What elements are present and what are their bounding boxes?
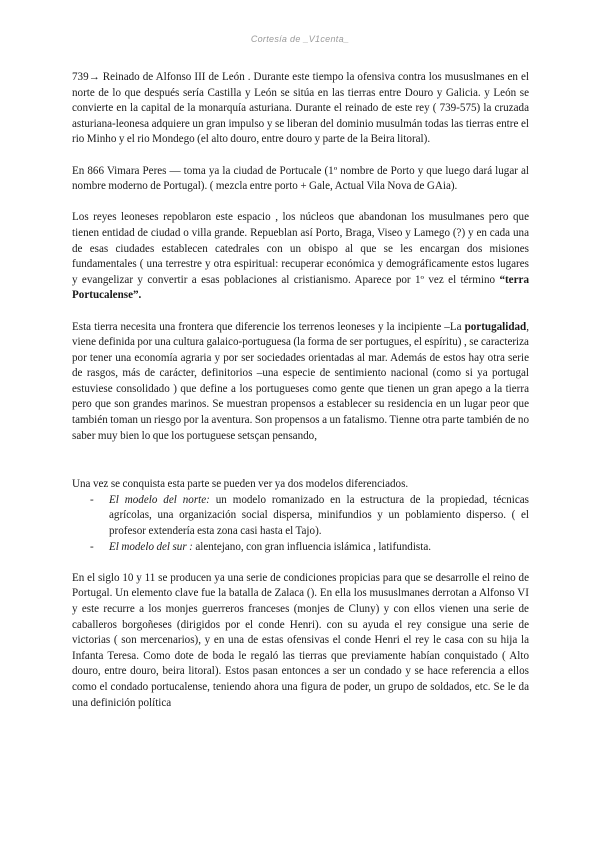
term-portugalidad: portugalidad bbox=[464, 320, 527, 333]
modelo-norte-label: El modelo del norte: bbox=[109, 493, 210, 506]
list-item-modelo-norte bbox=[72, 493, 529, 540]
page-header: Cortesía de _V1centa_ bbox=[250, 34, 350, 44]
paragraph-portugalidad-intro: Esta tierra necesita una frontera que diferencie los terrenos leoneses y la incipiente –La bbox=[72, 320, 465, 333]
paragraph-siglo-10-11: En el siglo 10 y 11 se producen ya una serie de condiciones propicias para que se desarrolle el reino de Portugal. Un elemento clave fue la batalla de Zalaca (). En ella los mususlmanes derrotan a Alfonso VI y este recurre a los monjes guerreros franceses (monjes de Cluny) y con ellos vienen una serie de caballeros borgoñeses (dirigidos por el conde Henri). con su ayuda el rey consigue una serie de victorias ( son mercenarios), y en una de estas ofensivas el conde Henri el rey le casa con su hija la Infanta Teresa. Como dote de boda le regaló las tierras que previamente habían conquistado ( Alto douro, entre douro, beira litoral). Estos pasan entonces a ser un condado y se hace referencia a ellos como el condado portucalense, teniendo ahora una figura de poder, un grupo de soldados, etc. Se le da una definición política bbox=[72, 571, 529, 709]
term-terra-portucalense: “terra Portucalense”. bbox=[72, 273, 529, 302]
paragraph-alfonso-iii: 739→ Reinado de Alfonso III de León . Durante este tiempo la ofensiva contra los mususlmanes en el norte de lo que después sería Castilla y León se sitúa en las tierras entre Douro y Galicia. y León se convierte en la capital de la monarquía asturiana. Durante el reinado de este rey ( 739-575) la cruzada asturiana-leonesa adquiere un gran impulso y se liberan del dominio musulmán todas las tierras entre el rio Minho y el rio Mondego (el alto douro, entre douro y parte de la Beira litoral). bbox=[72, 71, 529, 146]
modelo-sur-text: alentejano, con gran influencia islámica , latifundista. bbox=[192, 540, 432, 553]
list-dash: - bbox=[90, 493, 94, 506]
paragraph-portugalidad bbox=[72, 320, 529, 445]
paragraph-modelos-intro: Una vez se conquista esta parte se pueden ver ya dos modelos diferenciados. bbox=[72, 478, 409, 491]
list-dash: - bbox=[90, 540, 94, 553]
paragraph-repoblacion-text: Los reyes leoneses repoblaron este espacio , los núcleos que abandonan los musulmanes pero que tienen entidad de ciudad o villa grande. Repueblan así Porto, Braga, Viseo y Lamego (?) y en cada una de esas ciudades establecen catedrales con un obispo al que se les encargan dos misiones fundamentales ( una terrestre y otra espiritual: recuperar económica y demográficamente estos lugares y evangelizar y convertir a esas poblaciones al cristianismo. Aparece por 1º vez el término bbox=[72, 211, 529, 286]
modelo-norte-text: un modelo romanizado en la estructura de la propiedad, técnicas agrícolas, una organización social dispersa, minifundios y un poblamiento disperso. ( el profesor extendería esta zona casi hasta el Tajo). bbox=[109, 493, 529, 538]
paragraph-portugalidad-body: , viene definida por una cultura galaico-portuguesa (la forma de ser portugues, el espíritu) , se caracteriza por tener una economía agraria y por ser sociedades orientadas al mar. Además de estos hay otra serie de rasgos, más de carácter, definitorios –una especie de sentimiento nacional (como si ya portugal estuviese consolidado ) que define a los portugueses como gente que tienen un gran apego a la tierra pero que son grandes marinos. Se muestran propensos a establecer su residencia en un lugar peor que también toman un riesgo por la aventura. Son propensos a un fatalismo. Tienne otra parte también de no saber muy bien lo que los portuguese setsçan pensando, bbox=[72, 320, 529, 442]
paragraph-repoblacion bbox=[72, 210, 529, 304]
document-body bbox=[72, 70, 529, 727]
modelo-sur-label: El modelo del sur : bbox=[109, 540, 193, 553]
paragraph-vimara-peres: En 866 Vimara Peres — toma ya la ciudad de Portucale (1º nombre de Porto y que luego dará lugar al nombre moderno de Portugal). ( mezcla entre porto + Gale, Actual Vila Nova de GAia). bbox=[72, 164, 529, 193]
models-list bbox=[72, 493, 529, 555]
list-item-modelo-sur bbox=[72, 540, 529, 556]
